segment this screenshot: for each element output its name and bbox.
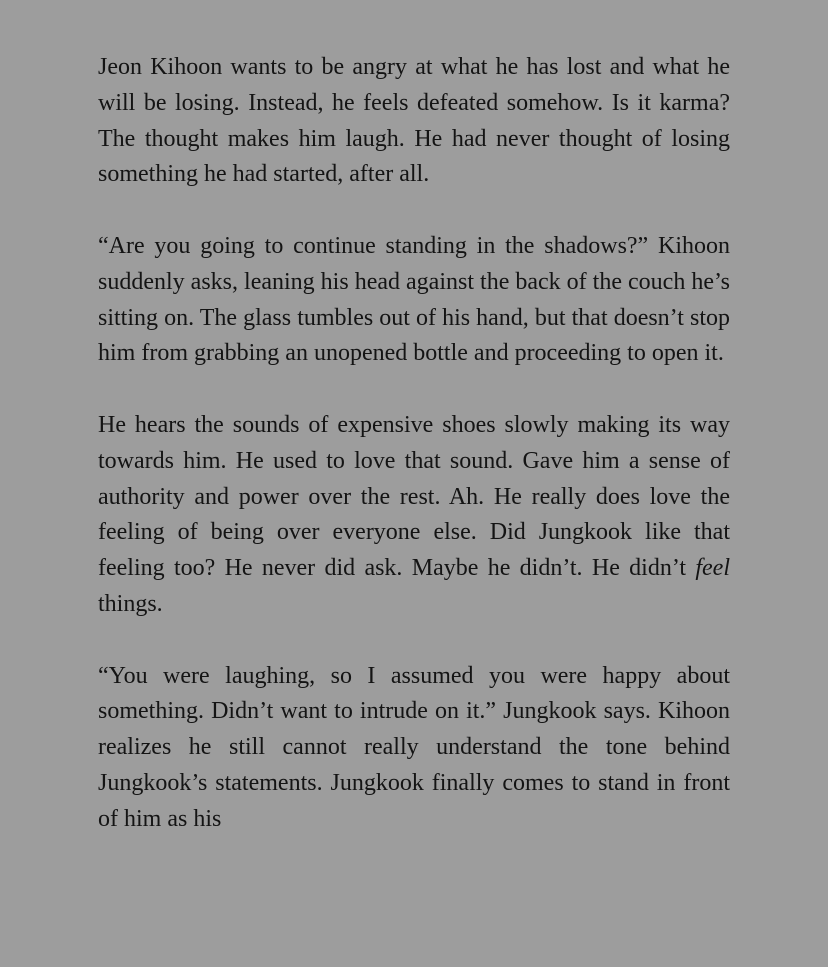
italic-word: feel <box>695 555 730 582</box>
paragraph-3 <box>98 408 730 623</box>
paragraph-3-end: things. <box>98 590 163 617</box>
paragraph-3-text: He hears the sounds of expensive shoes slowly making its way towards him. He used to love that sound. Gave him a sense of authority and power over the rest. Ah. He really does love the feeling of being over everyone else. Did Jungkook like that feeling too? He never did ask. Maybe he didn’t. He didn’t <box>98 411 730 582</box>
paragraph-1: Jeon Kihoon wants to be angry at what he has lost and what he will be losing. Instead, he feels defeated somehow. Is it karma? The thought makes him laugh. He had never thought of losing something he had started, after all. <box>98 54 730 188</box>
story-text <box>98 50 730 873</box>
paragraph-4: “You were laughing, so I assumed you were happy about something. Didn’t want to intrude on it.” Jungkook says. Kihoon realizes he still cannot really understand the tone behind Jungkook’s statements. Jungkook finally comes to stand in front of him as his <box>98 662 730 832</box>
paragraph-2: “Are you going to continue standing in the shadows?” Kihoon suddenly asks, leaning his head against the back of the couch he’s sitting on. The glass tumbles out of his hand, but that doesn’t stop him from grabbing an unopened bottle and proceeding to open it. <box>98 232 730 367</box>
